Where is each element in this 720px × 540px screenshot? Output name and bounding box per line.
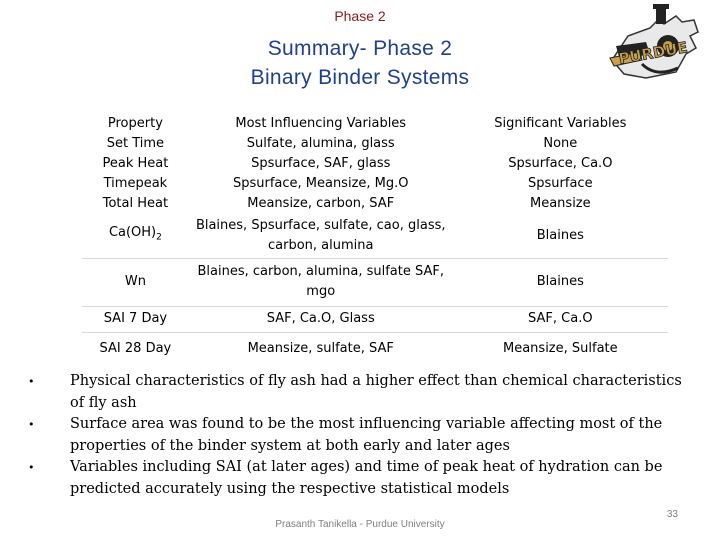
logo-text: PURDUE <box>617 38 689 68</box>
summary-table <box>82 114 668 366</box>
column-header-most-influencing: Most Influencing Variables <box>235 116 407 131</box>
table-row <box>82 114 668 214</box>
list-item <box>28 371 698 414</box>
table-row <box>82 214 668 258</box>
table-cell: SAI 28 Day <box>82 332 189 366</box>
title-line-2: Binary Binder Systems <box>250 66 470 89</box>
table-cell: Meansize, Sulfate <box>453 332 668 366</box>
table-cell: Sulfate, alumina, glass <box>246 136 395 151</box>
list-item <box>28 414 698 457</box>
bullet-text: Physical characteristics of fly ash had a higher effect than chemical characteristics of fly ash <box>70 373 682 411</box>
footer-label: Prasanth Tanikella - Purdue University <box>275 519 445 530</box>
table-cell: Blaines <box>536 227 584 243</box>
table-cell: Meansize, sulfate, SAF <box>189 332 453 366</box>
table-cell <box>82 214 189 258</box>
table-cell: Total Heat <box>102 196 169 211</box>
table-cell: SAI 7 Day <box>82 306 189 332</box>
table-cell: None <box>543 136 578 151</box>
table-row <box>82 258 668 306</box>
table-cell: Spsurface, Meansize, Mg.O <box>232 176 409 191</box>
most-influencing-cell <box>189 114 453 214</box>
footer-text <box>0 519 720 530</box>
column-header-property: Property <box>107 116 163 131</box>
table-cell: Blaines <box>453 258 668 306</box>
bullet-icon: • <box>28 461 35 474</box>
bullet-icon: • <box>28 418 35 431</box>
table-cell: Set Time <box>106 136 165 151</box>
table-cell: Spsurface <box>528 176 593 191</box>
table-cell: Wn <box>82 258 189 306</box>
table-cell: SAF, Ca.O <box>453 306 668 332</box>
bullet-text: Surface area was found to be the most influencing variable affecting most of the properties of the binder system at both early and later ages <box>70 416 663 454</box>
table-row <box>82 332 668 366</box>
phase-label: Phase 2 <box>334 8 386 24</box>
table-cell: Meansize, carbon, SAF <box>247 196 395 211</box>
title-line-1: Summary- Phase 2 <box>267 37 453 60</box>
page-number: 33 <box>666 509 678 520</box>
purdue-logo <box>606 2 706 96</box>
table-cell: Meansize <box>530 196 591 211</box>
bullet-icon: • <box>28 375 35 388</box>
property-cell <box>82 114 189 214</box>
table-cell: Blaines, carbon, alumina, sulfate SAF, mgo <box>189 258 453 306</box>
cell-text: Ca(OH) <box>108 225 157 241</box>
table-cell: Spsurface, Ca.O <box>508 156 613 171</box>
table-cell: Timepeak <box>103 176 168 191</box>
significant-cell <box>453 114 668 214</box>
table-cell: SAF, Ca.O, Glass <box>189 306 453 332</box>
bullet-list <box>28 371 698 500</box>
bullet-text: Variables including SAI (at later ages) and time of peak heat of hydration can be predicted accurately using the respective statistical models <box>70 459 663 497</box>
list-item <box>28 457 698 500</box>
table-row <box>82 306 668 332</box>
subscript: 2 <box>156 233 162 244</box>
column-header-significant: Significant Variables <box>494 116 627 131</box>
table-cell: Spsurface, SAF, glass <box>251 156 391 171</box>
table-cell: Blaines, Spsurface, sulfate, cao, glass, carbon, alumina <box>195 217 446 253</box>
table-cell: Peak Heat <box>102 156 169 171</box>
